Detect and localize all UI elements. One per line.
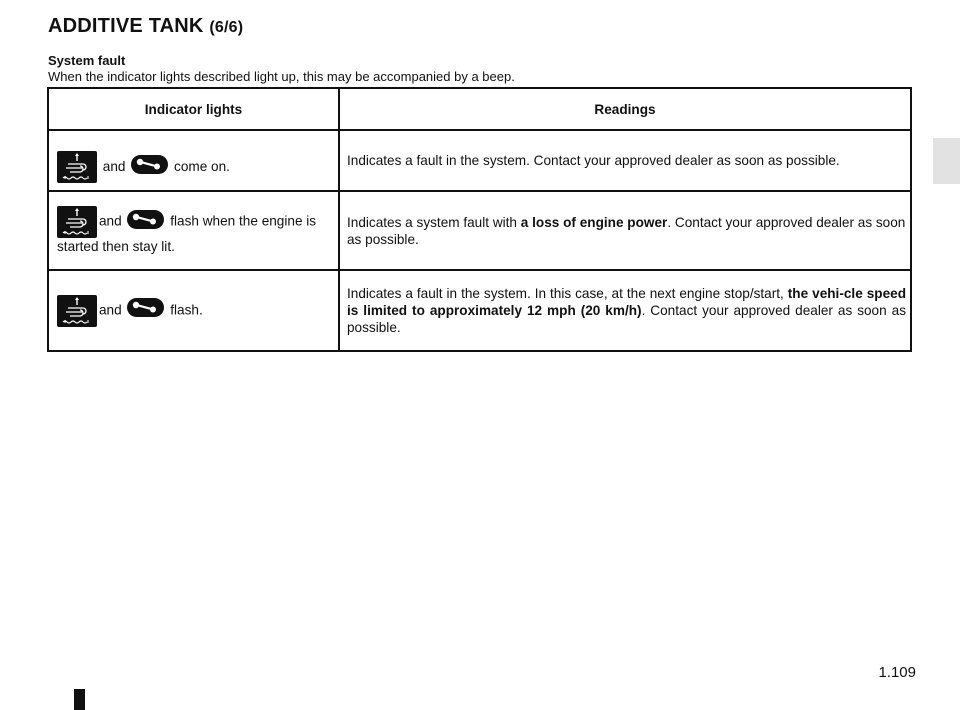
reading-emphasis: a loss of engine power [520, 214, 668, 230]
title-part-indicator: (6/6) [209, 19, 244, 36]
column-header-readings: Readings [339, 88, 911, 130]
reading-text-tail: . Contact your approved dealer as soon as possible. [347, 303, 906, 335]
service-wrench-icon [131, 155, 168, 174]
indicator-cell [48, 130, 339, 191]
corner-mark [74, 689, 85, 710]
and-text: and [102, 158, 126, 174]
additive-warning-icon [57, 151, 97, 183]
chapter-tab [933, 138, 960, 184]
reading-text: Indicates a fault in the system. In this case, at the next engine stop/start, [347, 286, 788, 301]
reading-cell [339, 191, 911, 270]
column-header-indicator-lights: Indicator lights [48, 88, 339, 130]
table-row [48, 270, 911, 351]
reading-emphasis: the vehi-cle speed is limited to approximately 12 mph (20 km/h) [347, 286, 906, 318]
indicator-text: flash. [170, 302, 203, 318]
service-wrench-icon [127, 210, 164, 229]
reading-cell [339, 130, 911, 191]
page-title [48, 15, 243, 38]
intro-block [48, 53, 515, 85]
indicator-text: come on. [174, 158, 230, 174]
title-text: ADDITIVE TANK [48, 15, 204, 37]
reading-text: Indicates a fault in the system. Contact your approved dealer as soon as possible. [347, 153, 840, 168]
section-heading: System fault [48, 53, 126, 68]
fault-table [47, 87, 912, 352]
service-wrench-icon [127, 298, 164, 317]
table-row [48, 191, 911, 270]
and-text: and [99, 213, 122, 229]
reading-cell [339, 270, 911, 351]
additive-warning-icon [57, 206, 97, 238]
intro-text: When the indicator lights described light up, this may be accompanied by a beep. [48, 69, 515, 84]
table-row [48, 130, 911, 191]
and-text: and [99, 302, 122, 318]
page-number: 1.109 [878, 664, 916, 681]
reading-text: Indicates a system fault with [347, 214, 521, 230]
additive-warning-icon [57, 295, 97, 327]
indicator-cell [48, 191, 339, 270]
indicator-cell [48, 270, 339, 351]
indicator-text: flash when the engine is started then stay lit. [57, 213, 317, 254]
reading-text-tail: . Contact your approved dealer as soon as possible. [347, 214, 906, 247]
table-header-row [48, 88, 911, 130]
